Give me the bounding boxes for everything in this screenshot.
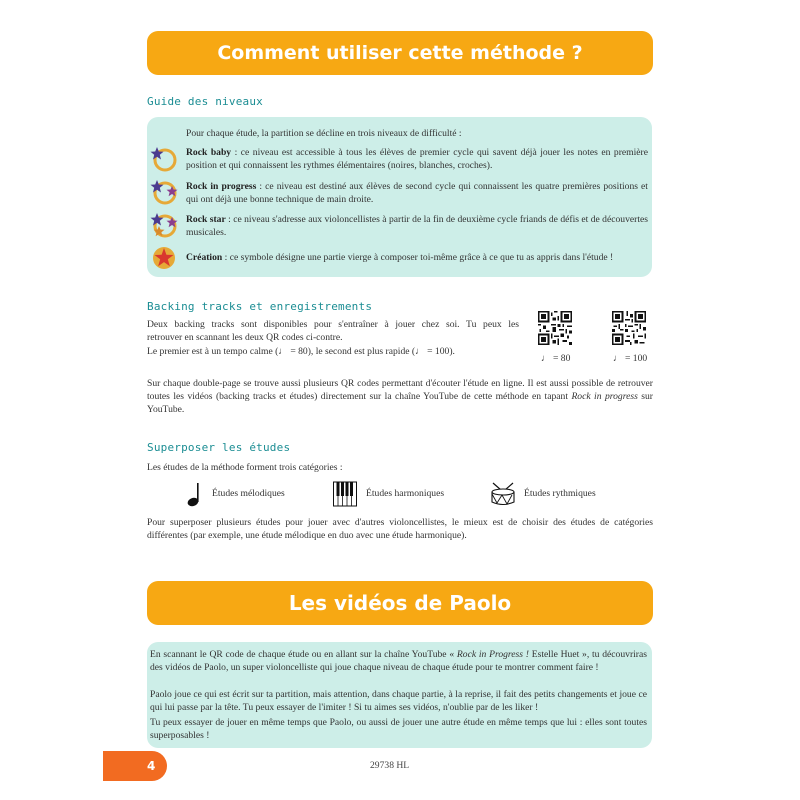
backing-line-1: Deux backing tracks sont disponibles pour s'entraîner à jouer chez soi. Tu peux les (147, 319, 519, 330)
level-name: Rock in progress (186, 181, 257, 192)
level-name: Rock star (186, 214, 226, 225)
backing-youtube-paragraph (147, 377, 653, 416)
youtube-channel-name: Rock in Progress ! (456, 649, 529, 660)
videos-paragraph-3: Tu peux essayer de jouer en même temps que Paolo, ou aussi de jouer une autre étude en même temps que lui : elles sont toutes superposables ! (150, 717, 647, 741)
two-star-ring-icon (150, 178, 178, 206)
videos-paragraph-1 (150, 648, 647, 674)
quarter-note-icon: ♩ (613, 353, 623, 364)
backing-line-3-c: ). (449, 346, 455, 357)
category-rhythmic: Études rythmiques (524, 488, 596, 499)
overlay-intro: Les études de la méthode forment trois catégories : (147, 462, 343, 473)
red-star-icon (150, 244, 178, 272)
videos-paragraph-2: Paolo joue ce qui est écrit sur ta partition, mais attention, dans chaque partie, à la reprise, il fait des petits changements et joue ce qui lui passe par la tête. Tu peux essayer de l'imiter ! Si tu aimes ses vidéos, n'oublie par de les liker ! (150, 689, 647, 713)
level-desc: : ce niveau s'adresse aux violoncellistes à partir de la fin de deuxième cycle friands de défis et de découvertes musicales. (186, 214, 648, 238)
one-star-ring-icon (150, 145, 178, 173)
quarter-note-icon: ♩ (541, 353, 551, 364)
videos-title: Les vidéos de Paolo (288, 591, 512, 615)
backing-paragraph (147, 318, 519, 358)
qr-code-slow[interactable] (538, 311, 572, 345)
category-harmonic: Études harmoniques (366, 488, 445, 499)
backing-line-3-b: ), le second est plus rapide ( (307, 346, 416, 357)
section-title-banner (147, 31, 653, 75)
piano-keys-icon (333, 481, 357, 507)
videos-p1-a: En scannant le QR code de chaque étude ou en allant sur la chaîne YouTube « (150, 649, 457, 660)
three-star-ring-icon (150, 211, 178, 239)
backing-line-3-a: Le premier est à un tempo calme ( (147, 346, 279, 357)
overlay-outro: Pour superposer plusieurs études pour jouer avec d'autres violoncellistes, le mieux est de choisir des études de catégories différentes (par exemple, une étude mélodique en duo avec une étude harmonique). (147, 517, 653, 541)
level-creation (186, 251, 648, 264)
level-desc: : ce symbole désigne une partie vierge à composer toi-même grâce à ce que tu as appris dans l'étude ! (222, 252, 614, 263)
level-rock-baby (186, 146, 648, 172)
qr-caption-value: = 100 (622, 353, 648, 364)
qr-caption-value: = 80 (550, 353, 571, 364)
youtube-text-b: sur YouTube. (147, 391, 653, 415)
level-rock-star (186, 213, 648, 239)
level-name: Rock baby (186, 147, 232, 158)
quarter-note-icon (186, 481, 204, 507)
overlay-heading: Superposer les études (147, 441, 291, 454)
backing-line-2: retrouver en scannant les deux QR codes ci-contre. (147, 332, 343, 343)
quarter-note-icon: ♩ (415, 346, 425, 357)
tempo-slow: = 80 (287, 346, 308, 357)
youtube-text-a: Sur chaque double-page se trouve aussi plusieurs QR codes permettant d'écouter l'étude en ligne. Il est aussi possible de retrouver toutes les vidéos (backing tracks et études) directement sur la chaîne YouTube de cette méthode en tapant (147, 378, 653, 402)
level-rock-in-progress (186, 180, 648, 206)
videos-title-banner (147, 581, 653, 625)
backing-heading: Backing tracks et enregistrements (147, 300, 373, 313)
page-number-tab (103, 751, 167, 781)
section-title: Comment utiliser cette méthode ? (217, 42, 583, 64)
page-number: 4 (147, 759, 156, 773)
level-desc: : ce niveau est accessible à tous les élèves de premier cycle qui savent déjà jouer les notes en première position et qui connaissent les rythmes élémentaires (noires, blanches, croches). (186, 147, 648, 171)
youtube-search-term: Rock in progress (571, 391, 638, 402)
backing-line-3 (147, 345, 519, 358)
videos-p1-b: Estelle Huet », tu découvriras des vidéos de Paolo, un super violoncelliste qui joue chaque niveau de chaque étude pour te montrer comment faire ! (150, 649, 647, 673)
level-desc: : ce niveau est destiné aux élèves de second cycle qui connaissent les quatre premières positions et qui ont déjà une bonne technique de main droite. (186, 181, 648, 205)
level-name: Création (186, 252, 223, 263)
levels-heading: Guide des niveaux (147, 95, 263, 108)
category-melodic: Études mélodiques (212, 488, 285, 499)
tempo-fast: = 100 (424, 346, 450, 357)
catalog-code: 29738 HL (370, 760, 410, 771)
qr-caption-fast (613, 353, 647, 364)
quarter-note-icon: ♩ (278, 346, 288, 357)
levels-intro: Pour chaque étude, la partition se décline en trois niveaux de difficulté : (186, 128, 462, 139)
drum-icon (490, 481, 516, 507)
qr-code-fast[interactable] (612, 311, 646, 345)
qr-caption-slow (541, 353, 570, 364)
